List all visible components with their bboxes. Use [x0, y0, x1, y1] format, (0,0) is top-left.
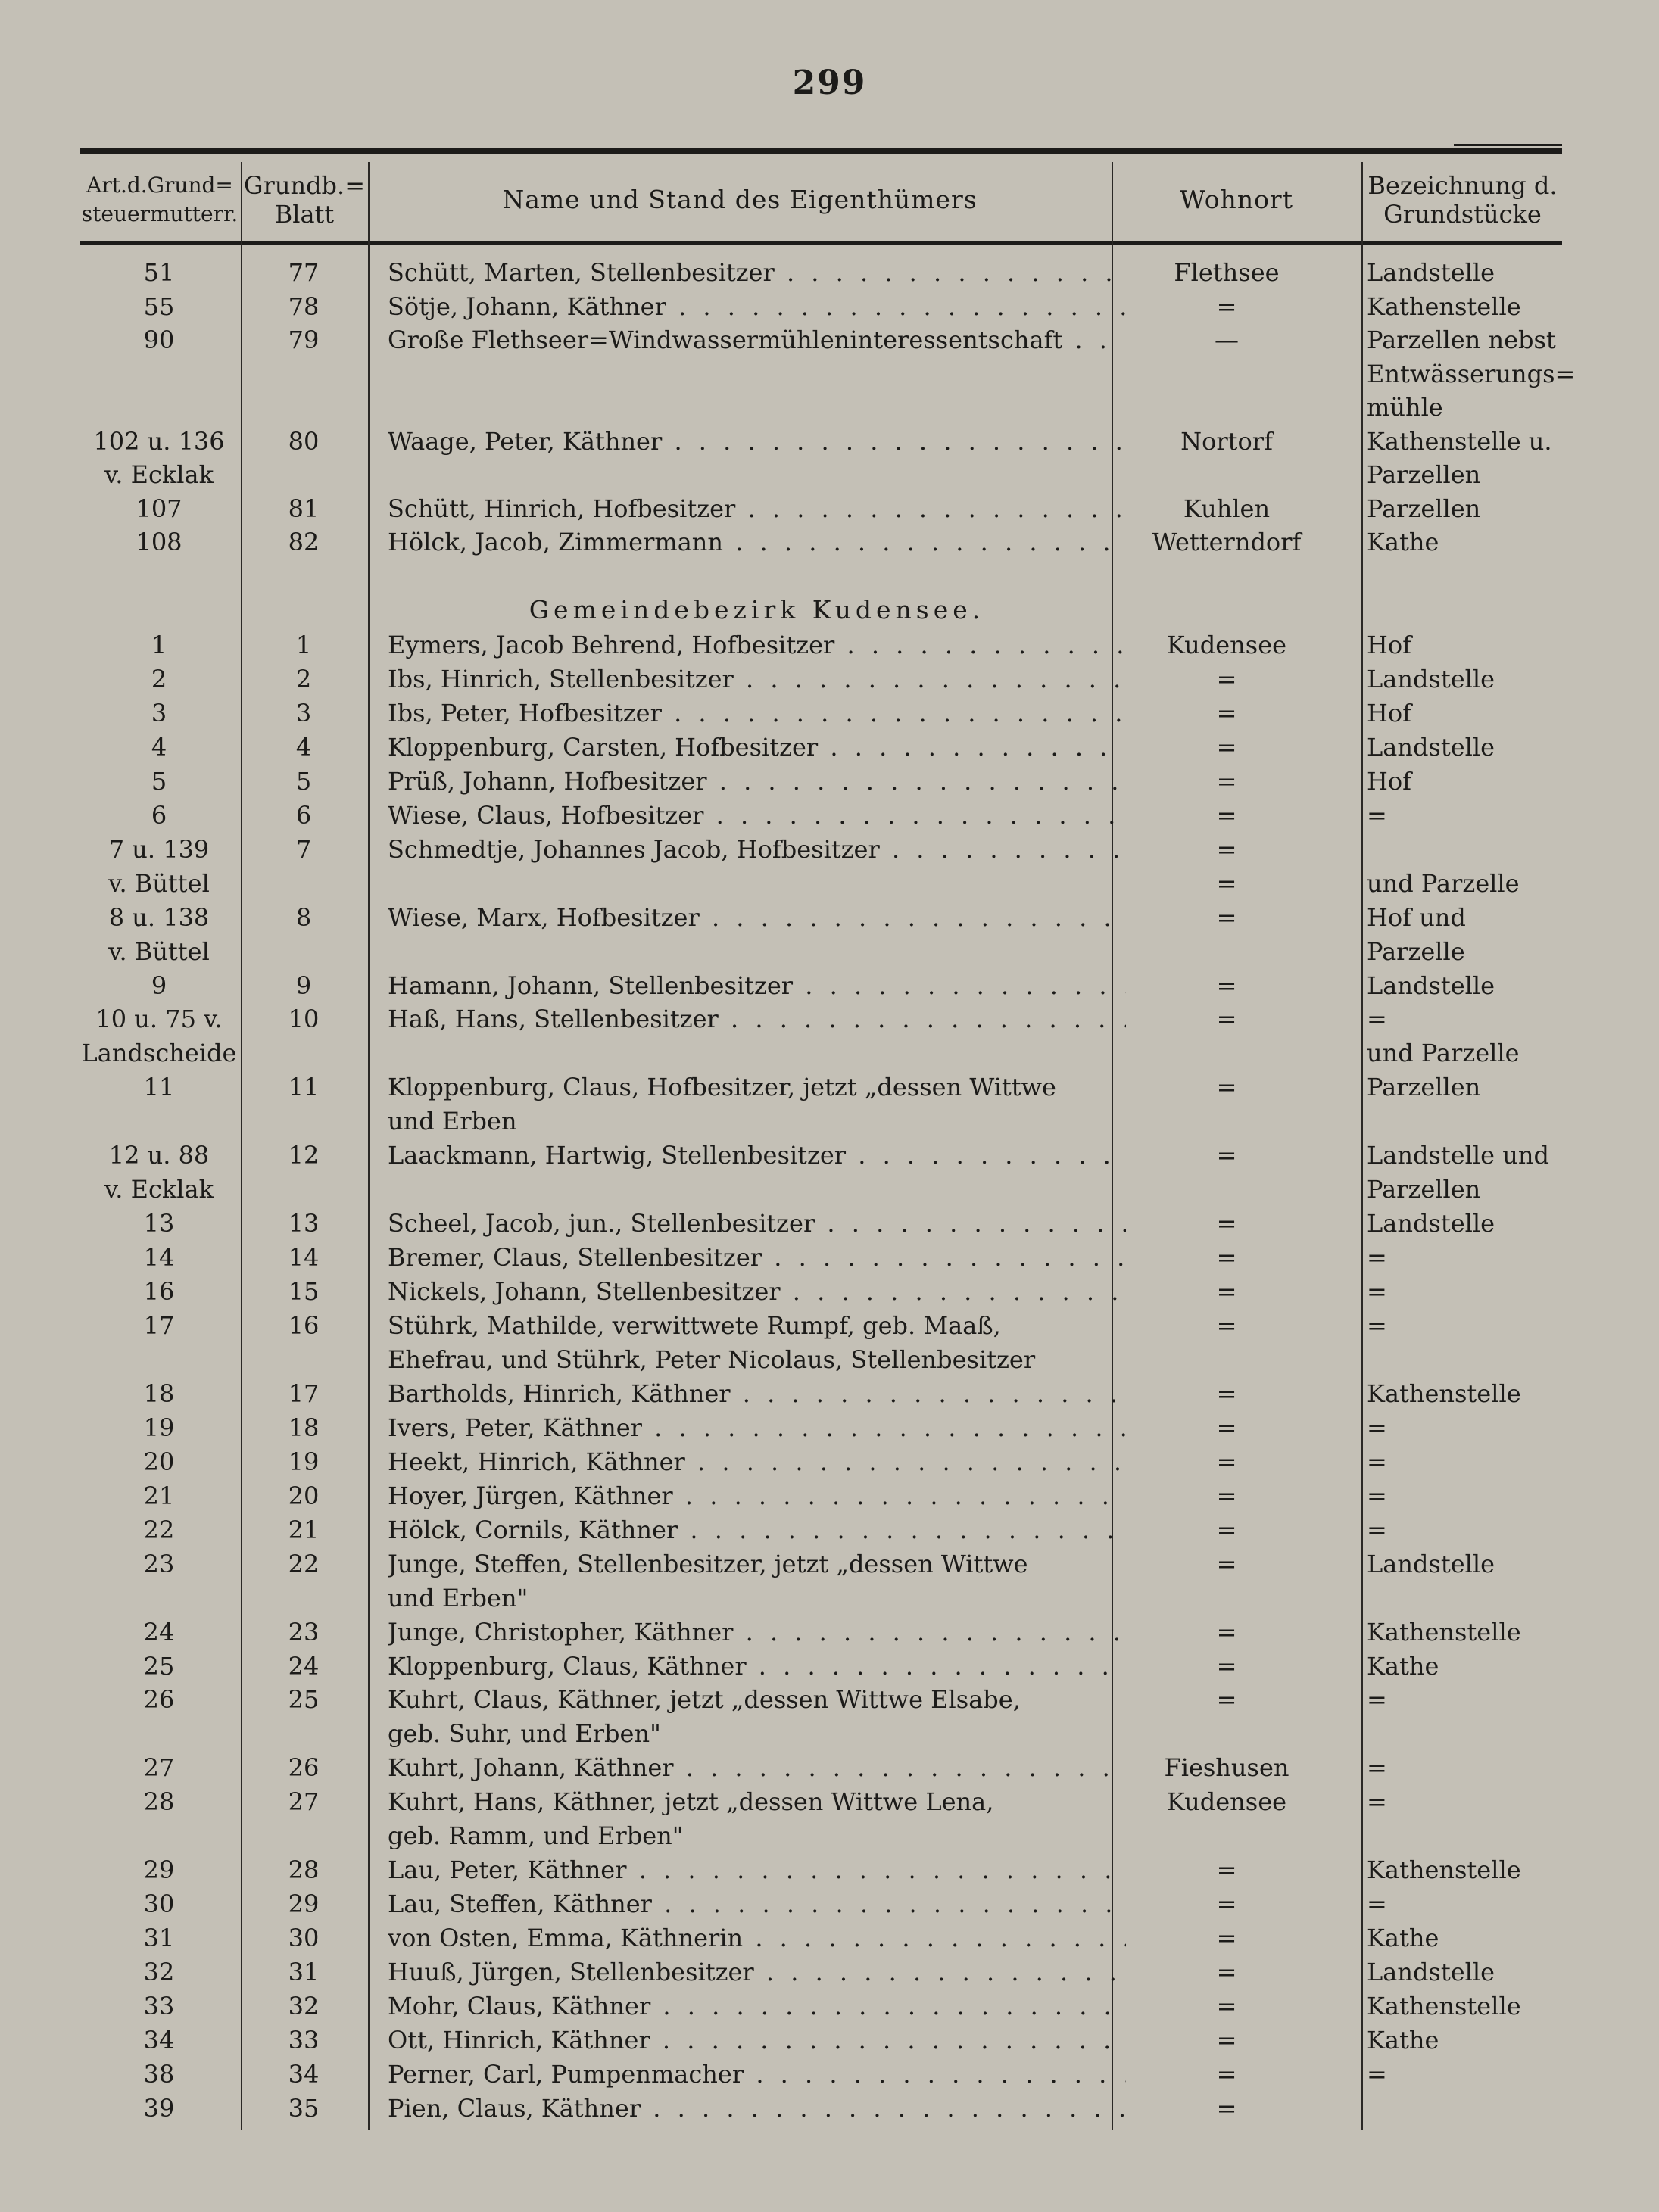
cell-wohnort: Fieshusen: [1164, 1753, 1289, 1783]
cell-wohnort: =: [1216, 1992, 1237, 2020]
cell-bezeichnung: Hof: [1367, 698, 1412, 727]
header-art: [80, 160, 240, 239]
cell-name: Heekt, Hinrich, Käthner . . .: [388, 1445, 1126, 1479]
cell-art: 13: [143, 1209, 175, 1238]
cell-name: Ivers, Peter, Käthner . . .: [388, 1411, 1126, 1445]
cell-bezeichnung: Kathe: [1367, 1651, 1439, 1681]
cell-wohnort: =: [1216, 1958, 1237, 1987]
cell-name: Lau, Steffen, Käthner . . .: [388, 1887, 1126, 1921]
cell-bezeichnung: Landstelle: [1367, 732, 1495, 762]
cell-art: 51: [143, 258, 175, 287]
cell-name: Bremer, Claus, Stellenbesitzer . . .: [388, 1241, 1126, 1275]
cell-bezeichnung: Kathenstelle: [1367, 291, 1521, 321]
cell-bezeichnung: Landstelle und: [1367, 1141, 1549, 1170]
cell-wohnort: Flethsee: [1174, 258, 1280, 287]
cell-blatt: 82: [288, 528, 320, 556]
cell-bezeichnung: und Parzelle: [1367, 868, 1520, 898]
cell-wohnort: =: [1216, 1685, 1237, 1715]
cell-bezeichnung: Kathe: [1367, 2025, 1439, 2055]
cell-blatt: 16: [288, 1311, 320, 1340]
cell-blatt: 31: [288, 1958, 320, 1987]
cell-art: 17: [143, 1311, 175, 1340]
header-rule: [80, 241, 1562, 245]
cell-name: Stührk, Mathilde, verwittwete Rumpf, geb. Maaß,: [388, 1311, 1001, 1340]
cell-bezeichnung: =: [1367, 1515, 1387, 1544]
cell-name: Kuhrt, Hans, Käthner, jetzt „dessen Wittwe Lena,: [388, 1787, 994, 1817]
cell-wohnort: =: [1216, 1651, 1237, 1681]
cell-wohnort: =: [1216, 291, 1237, 321]
cell-art: 3: [151, 698, 167, 727]
cell-wohnort: =: [1216, 1447, 1237, 1476]
cell-name: Kloppenburg, Claus, Käthner . . .: [388, 1650, 1126, 1684]
cell-bezeichnung: Kathenstelle: [1367, 1855, 1521, 1885]
cell-blatt: 29: [288, 1890, 320, 1919]
cell-bezeichnung: Parzellen: [1367, 1175, 1481, 1204]
cell-bezeichnung: Landstelle: [1367, 1958, 1495, 1987]
cell-bezeichnung: =: [1367, 2059, 1387, 2089]
cell-blatt: 18: [288, 1413, 320, 1442]
cell-wohnort: Kudensee: [1166, 631, 1287, 659]
cell-name: Schütt, Marten, Stellenbesitzer . . .: [388, 256, 1126, 290]
cell-name: Haß, Hans, Stellenbesitzer . . .: [388, 1002, 1126, 1036]
cell-blatt: 2: [295, 664, 312, 693]
cell-bezeichnung: =: [1367, 1685, 1387, 1715]
cell-art: 90: [143, 326, 175, 354]
cell-name: Bartholds, Hinrich, Käthner . . .: [388, 1377, 1126, 1411]
cell-wohnort: =: [1216, 1924, 1237, 1953]
cell-blatt: 19: [288, 1447, 320, 1476]
cell-art: 24: [143, 1617, 175, 1647]
cell-bezeichnung: =: [1367, 1787, 1387, 1817]
cell-blatt: 22: [288, 1549, 320, 1578]
cell-wohnort: =: [1216, 902, 1237, 932]
cell-blatt: 34: [288, 2059, 320, 2089]
cell-wohnort: =: [1216, 2059, 1237, 2089]
cell-art: v. Büttel: [108, 936, 210, 966]
cell-name: Waage, Peter, Käthner . . .: [388, 425, 1126, 459]
cell-bezeichnung: =: [1367, 1243, 1387, 1273]
header-wohnort-text: Wohnort: [1180, 185, 1293, 214]
cell-art: 7 u. 139: [108, 834, 210, 864]
cell-art: 108: [136, 528, 182, 556]
cell-blatt: 11: [288, 1073, 320, 1102]
cell-art: 16: [143, 1277, 175, 1307]
cell-wohnort: Kudensee: [1166, 1787, 1287, 1817]
cell-name: und Erben": [388, 1583, 529, 1612]
cell-name: Kuhrt, Johann, Käthner . . .: [388, 1751, 1126, 1785]
cell-wohnort: =: [1216, 698, 1237, 727]
cell-art: 19: [143, 1413, 175, 1442]
header-blatt: [242, 160, 366, 239]
cell-wohnort: =: [1216, 1243, 1237, 1273]
cell-name: und Erben: [388, 1107, 517, 1136]
cell-blatt: 6: [295, 800, 312, 830]
cell-name: Mohr, Claus, Käthner . . .: [388, 1989, 1126, 2024]
cell-name: Große Flethseer=Windwassermühleninteressentschaft . . .: [388, 323, 1126, 357]
cell-bezeichnung: mühle: [1367, 393, 1443, 422]
cell-blatt: 80: [288, 426, 320, 456]
cell-bezeichnung: =: [1367, 1481, 1387, 1510]
cell-blatt: 14: [288, 1243, 320, 1273]
cell-wohnort: =: [1216, 868, 1237, 898]
cell-blatt: 13: [288, 1209, 320, 1238]
cell-art: 11: [143, 1073, 175, 1102]
cell-bezeichnung: =: [1367, 1447, 1387, 1476]
cell-bezeichnung: =: [1367, 1890, 1387, 1919]
section-title: Gemeindebezirk Kudensee.: [529, 595, 985, 625]
cell-art: 10 u. 75 v.: [95, 1005, 223, 1034]
cell-bezeichnung: Kathenstelle u.: [1367, 426, 1552, 456]
cell-blatt: 32: [288, 1992, 320, 2020]
cell-art: 26: [143, 1685, 175, 1715]
cell-blatt: 28: [288, 1855, 320, 1885]
cell-bezeichnung: =: [1367, 1005, 1387, 1034]
header-bez: [1363, 160, 1562, 239]
cell-blatt: 10: [288, 1005, 320, 1034]
header-name-text: Name und Stand des Eigenthümers: [502, 185, 978, 214]
cell-bezeichnung: Parzellen nebst: [1367, 326, 1556, 354]
cell-art: 4: [151, 732, 167, 762]
cell-bezeichnung: =: [1367, 1277, 1387, 1307]
cell-art: 14: [143, 1243, 175, 1273]
cell-bezeichnung: Kathenstelle: [1367, 1379, 1521, 1408]
cell-art: 23: [143, 1549, 175, 1578]
column-divider-1: [241, 162, 242, 2130]
cell-wohnort: =: [1216, 1549, 1237, 1578]
header-name: [370, 160, 1110, 239]
header-blatt-line1: Grundb.=: [243, 171, 366, 200]
cell-art: 21: [143, 1481, 175, 1510]
cell-bezeichnung: =: [1367, 1413, 1387, 1442]
cell-bezeichnung: Parzelle: [1367, 936, 1465, 966]
cell-name: Perner, Carl, Pumpenmacher . . .: [388, 2058, 1126, 2092]
cell-name: Pien, Claus, Käthner . . .: [388, 2092, 1126, 2126]
cell-blatt: 9: [295, 970, 312, 1000]
cell-name: Kloppenburg, Carsten, Hofbesitzer . . .: [388, 731, 1126, 765]
cell-bezeichnung: Landstelle: [1367, 1549, 1495, 1578]
cell-bezeichnung: =: [1367, 1753, 1387, 1783]
cell-wohnort: =: [1216, 800, 1237, 830]
cell-name: Huuß, Jürgen, Stellenbesitzer . . .: [388, 1955, 1126, 1989]
cell-art: Landscheide: [81, 1039, 237, 1068]
cell-blatt: 79: [288, 326, 320, 354]
cell-art: 34: [143, 2025, 175, 2055]
cell-bezeichnung: Hof und: [1367, 902, 1466, 932]
cell-name: Lau, Peter, Käthner . . .: [388, 1853, 1126, 1887]
header-bez-line1: Bezeichnung d.: [1367, 171, 1558, 200]
cell-bezeichnung: Kathenstelle: [1367, 1617, 1521, 1647]
cell-wohnort: =: [1216, 1617, 1237, 1647]
cell-wohnort: =: [1216, 1855, 1237, 1885]
cell-art: 22: [143, 1515, 175, 1544]
cell-wohnort: =: [1216, 732, 1237, 762]
cell-name: Hölck, Jacob, Zimmermann . . .: [388, 525, 1126, 559]
cell-art: v. Ecklak: [104, 1175, 214, 1204]
cell-bezeichnung: Hof: [1367, 766, 1412, 796]
cell-blatt: 77: [288, 258, 320, 287]
top-rule: [80, 148, 1562, 154]
cell-blatt: 15: [288, 1277, 320, 1307]
cell-wohnort: =: [1216, 1311, 1237, 1340]
cell-wohnort: =: [1216, 766, 1237, 796]
cell-art: 55: [143, 291, 175, 321]
cell-wohnort: Kuhlen: [1183, 494, 1271, 523]
cell-art: 102 u. 136: [93, 426, 225, 456]
cell-wohnort: =: [1216, 1413, 1237, 1442]
column-divider-2: [368, 162, 370, 2130]
cell-blatt: 33: [288, 2025, 320, 2055]
cell-wohnort: =: [1216, 2025, 1237, 2055]
cell-name: Wiese, Claus, Hofbesitzer . . .: [388, 799, 1126, 833]
cell-name: Laackmann, Hartwig, Stellenbesitzer . . .: [388, 1139, 1126, 1173]
cell-art: 107: [136, 494, 182, 523]
cell-blatt: 25: [288, 1685, 320, 1715]
cell-blatt: 30: [288, 1924, 320, 1953]
cell-art: v. Büttel: [108, 868, 210, 898]
cell-art: 31: [143, 1924, 175, 1953]
header-blatt-line2: Blatt: [274, 200, 335, 229]
cell-name: Ott, Hinrich, Käthner . . .: [388, 2024, 1126, 2058]
cell-name: Eymers, Jacob Behrend, Hofbesitzer . . .: [388, 628, 1126, 662]
cell-blatt: 78: [288, 291, 320, 321]
cell-blatt: 4: [295, 732, 312, 762]
cell-bezeichnung: und Parzelle: [1367, 1039, 1520, 1068]
cell-name: Ehefrau, und Stührk, Peter Nicolaus, Stellenbesitzer: [388, 1344, 1036, 1374]
cell-blatt: 35: [288, 2093, 320, 2123]
cell-wohnort: =: [1216, 1379, 1237, 1408]
cell-blatt: 20: [288, 1481, 320, 1510]
cell-name: Scheel, Jacob, jun., Stellenbesitzer . . .: [388, 1207, 1126, 1241]
cell-bezeichnung: Landstelle: [1367, 664, 1495, 693]
cell-bezeichnung: Landstelle: [1367, 258, 1495, 287]
cell-bezeichnung: Parzellen: [1367, 494, 1481, 523]
cell-art: 6: [151, 800, 167, 830]
cell-wohnort: =: [1216, 1073, 1237, 1102]
cell-art: 33: [143, 1992, 175, 2020]
cell-art: 30: [143, 1890, 175, 1919]
cell-art: 25: [143, 1651, 175, 1681]
cell-art: 18: [143, 1379, 175, 1408]
cell-art: 28: [143, 1787, 175, 1817]
cell-bezeichnung: =: [1367, 1311, 1387, 1340]
cell-wohnort: =: [1216, 664, 1237, 693]
cell-blatt: 23: [288, 1617, 320, 1647]
cell-name: Hölck, Cornils, Käthner . . .: [388, 1513, 1126, 1547]
cell-wohnort: =: [1216, 970, 1237, 1000]
cell-wohnort: =: [1216, 2093, 1237, 2123]
cell-wohnort: —: [1215, 326, 1239, 354]
cell-wohnort: Nortorf: [1180, 426, 1273, 456]
cell-blatt: 3: [295, 698, 312, 727]
column-divider-4: [1361, 162, 1363, 2130]
cell-art: v. Ecklak: [104, 460, 214, 489]
cell-art: 39: [143, 2093, 175, 2123]
cell-wohnort: =: [1216, 1209, 1237, 1238]
cell-blatt: 24: [288, 1651, 320, 1681]
cell-name: Ibs, Peter, Hofbesitzer . . .: [388, 696, 1126, 731]
cell-blatt: 8: [295, 902, 312, 932]
cell-bezeichnung: Hof: [1367, 631, 1412, 659]
cell-name: Wiese, Marx, Hofbesitzer . . .: [388, 901, 1126, 935]
cell-art: 9: [151, 970, 167, 1000]
cell-name: Hoyer, Jürgen, Käthner . . .: [388, 1479, 1126, 1513]
cell-wohnort: =: [1216, 1141, 1237, 1170]
cell-art: 1: [151, 631, 167, 659]
cell-bezeichnung: =: [1367, 800, 1387, 830]
header-wohnort: [1113, 160, 1360, 239]
header-art-line2: steuermutterr.: [81, 201, 239, 226]
cell-blatt: 26: [288, 1753, 320, 1783]
cell-wohnort: =: [1216, 1005, 1237, 1034]
cell-art: 20: [143, 1447, 175, 1476]
cell-name: Sötje, Johann, Käthner . . .: [388, 290, 1126, 324]
cell-bezeichnung: Parzellen: [1367, 1073, 1481, 1102]
page-number: 299: [792, 64, 867, 102]
cell-name: Nickels, Johann, Stellenbesitzer . . .: [388, 1275, 1126, 1309]
cell-blatt: 5: [295, 766, 312, 796]
cell-blatt: 7: [295, 834, 312, 864]
cell-wohnort: Wetterndorf: [1152, 528, 1302, 556]
cell-wohnort: =: [1216, 1277, 1237, 1307]
cell-wohnort: =: [1216, 1481, 1237, 1510]
cell-art: 12 u. 88: [108, 1141, 210, 1170]
cell-bezeichnung: Landstelle: [1367, 970, 1495, 1000]
cell-blatt: 17: [288, 1379, 320, 1408]
top-rule-thin: [1454, 144, 1562, 146]
cell-art: 27: [143, 1753, 175, 1783]
cell-name: Junge, Steffen, Stellenbesitzer, jetzt „dessen Wittwe: [388, 1549, 1028, 1578]
cell-art: 32: [143, 1958, 175, 1987]
cell-bezeichnung: Entwässerungs=: [1367, 359, 1576, 388]
cell-name: geb. Ramm, und Erben": [388, 1821, 684, 1851]
cell-art: 5: [151, 766, 167, 796]
cell-bezeichnung: Kathe: [1367, 1924, 1439, 1953]
cell-art: 29: [143, 1855, 175, 1885]
cell-name: Prüß, Johann, Hofbesitzer . . .: [388, 765, 1126, 799]
cell-blatt: 1: [295, 631, 312, 659]
cell-name: Ibs, Hinrich, Stellenbesitzer . . .: [388, 662, 1126, 696]
cell-name: von Osten, Emma, Käthnerin . . .: [388, 1921, 1126, 1955]
cell-name: Schütt, Hinrich, Hofbesitzer . . .: [388, 492, 1126, 526]
cell-name: Junge, Christopher, Käthner . . .: [388, 1615, 1126, 1650]
cell-name: Kloppenburg, Claus, Hofbesitzer, jetzt „dessen Wittwe: [388, 1073, 1056, 1102]
cell-art: 2: [151, 664, 167, 693]
cell-name: Hamann, Johann, Stellenbesitzer . . .: [388, 969, 1126, 1003]
cell-bezeichnung: Kathenstelle: [1367, 1992, 1521, 2020]
cell-name: Schmedtje, Johannes Jacob, Hofbesitzer . . .: [388, 833, 1126, 867]
cell-wohnort: =: [1216, 1515, 1237, 1544]
cell-blatt: 12: [288, 1141, 320, 1170]
cell-name: geb. Suhr, und Erben": [388, 1719, 661, 1749]
header-bez-line2: Grundstücke: [1383, 200, 1542, 229]
cell-blatt: 81: [288, 494, 320, 523]
cell-art: 38: [143, 2059, 175, 2089]
cell-bezeichnung: Kathe: [1367, 528, 1439, 556]
cell-bezeichnung: Landstelle: [1367, 1209, 1495, 1238]
cell-name: Kuhrt, Claus, Käthner, jetzt „dessen Wittwe Elsabe,: [388, 1685, 1021, 1715]
cell-bezeichnung: Parzellen: [1367, 460, 1481, 489]
header-art-line1: Art.d.Grund=: [86, 173, 233, 198]
cell-blatt: 27: [288, 1787, 320, 1817]
cell-wohnort: =: [1216, 1890, 1237, 1919]
cell-art: 8 u. 138: [108, 902, 210, 932]
cell-blatt: 21: [288, 1515, 320, 1544]
cell-wohnort: =: [1216, 834, 1237, 864]
